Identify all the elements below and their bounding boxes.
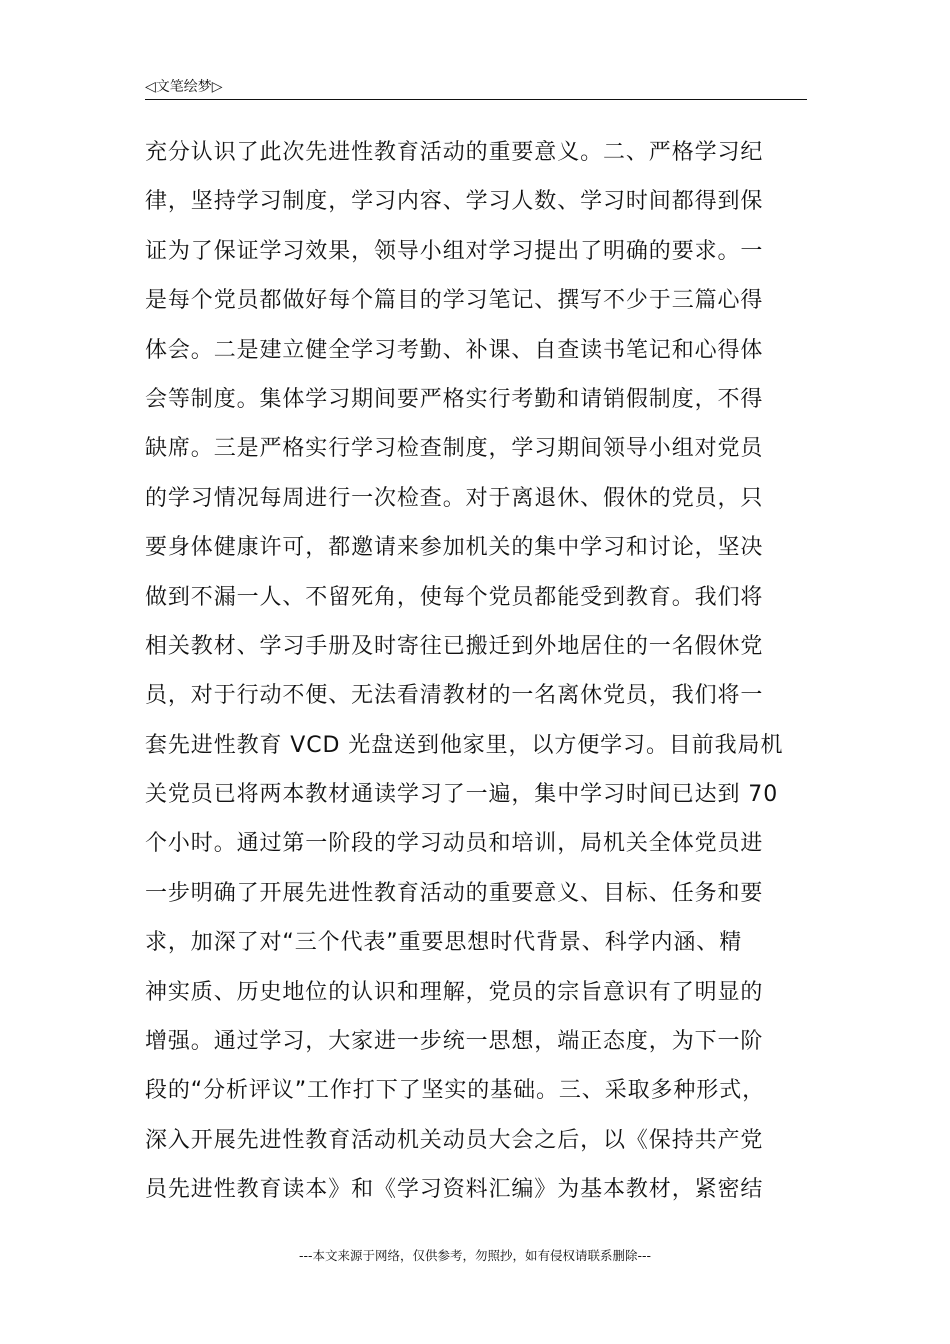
body-line: 深入开展先进性教育活动机关动员大会之后，以《保持共产党 [145, 1127, 764, 1153]
body-line: 律，坚持学习制度，学习内容、学习人数、学习时间都得到保 [145, 189, 764, 215]
body-line: 体会。二是建立健全学习考勤、补课、自查读书笔记和心得体 [145, 337, 764, 363]
body-line: 充分认识了此次先进性教育活动的重要意义。二、严格学习纪 [145, 140, 764, 165]
body-line: 员先进性教育读本》和《学习资料汇编》为基本教材，紧密结 [145, 1177, 764, 1203]
body-line: 做到不漏一人、不留死角，使每个党员都能受到教育。我们将 [145, 584, 764, 610]
document-body [145, 128, 807, 1215]
body-line: 员，对于行动不便、无法看清教材的一名离休党员，我们将一 [145, 683, 764, 709]
header-title: ◁文笔绘梦▷ [145, 79, 223, 95]
body-line: 关党员已将两本教材通读学习了一遍，集中学习时间已达到 70 [145, 782, 779, 808]
body-line: 相关教材、学习手册及时寄往已搬迁到外地居住的一名假休党 [145, 633, 764, 659]
body-line: 会等制度。集体学习期间要严格实行考勤和请销假制度，不得 [145, 386, 764, 412]
body-line: 增强。通过学习，大家进一步统一思想，端正态度，为下一阶 [145, 1029, 764, 1055]
footer-disclaimer: ---本文来源于网络，仅供参考，勿照抄，如有侵权请联系删除--- [298, 1248, 652, 1263]
body-line: 一步明确了开展先进性教育活动的重要意义、目标、任务和要 [145, 880, 764, 906]
page-header [145, 74, 807, 100]
body-line: 求，加深了对“三个代表”重要思想时代背景、科学内涵、精 [145, 930, 743, 956]
body-line: 缺席。三是严格实行学习检查制度，学习期间领导小组对党员 [145, 436, 764, 462]
body-line: 要身体健康许可，都邀请来参加机关的集中学习和讨论，坚决 [145, 535, 764, 561]
body-line: 个小时。通过第一阶段的学习动员和培训，局机关全体党员进 [145, 831, 764, 857]
body-line: 是每个党员都做好每个篇目的学习笔记、撰写不少于三篇心得 [145, 288, 764, 314]
body-line: 段的“分析评议”工作打下了坚实的基础。三、采取多种形式， [145, 1078, 765, 1104]
body-line: 神实质、历史地位的认识和理解，党员的宗旨意识有了明显的 [145, 979, 764, 1005]
body-line: 的学习情况每周进行一次检查。对于离退休、假休的党员，只 [145, 485, 764, 511]
body-line: 证为了保证学习效果，领导小组对学习提出了明确的要求。一 [145, 238, 764, 264]
body-line: 套先进性教育 VCD 光盘送到他家里，以方便学习。目前我局机 [145, 732, 784, 758]
